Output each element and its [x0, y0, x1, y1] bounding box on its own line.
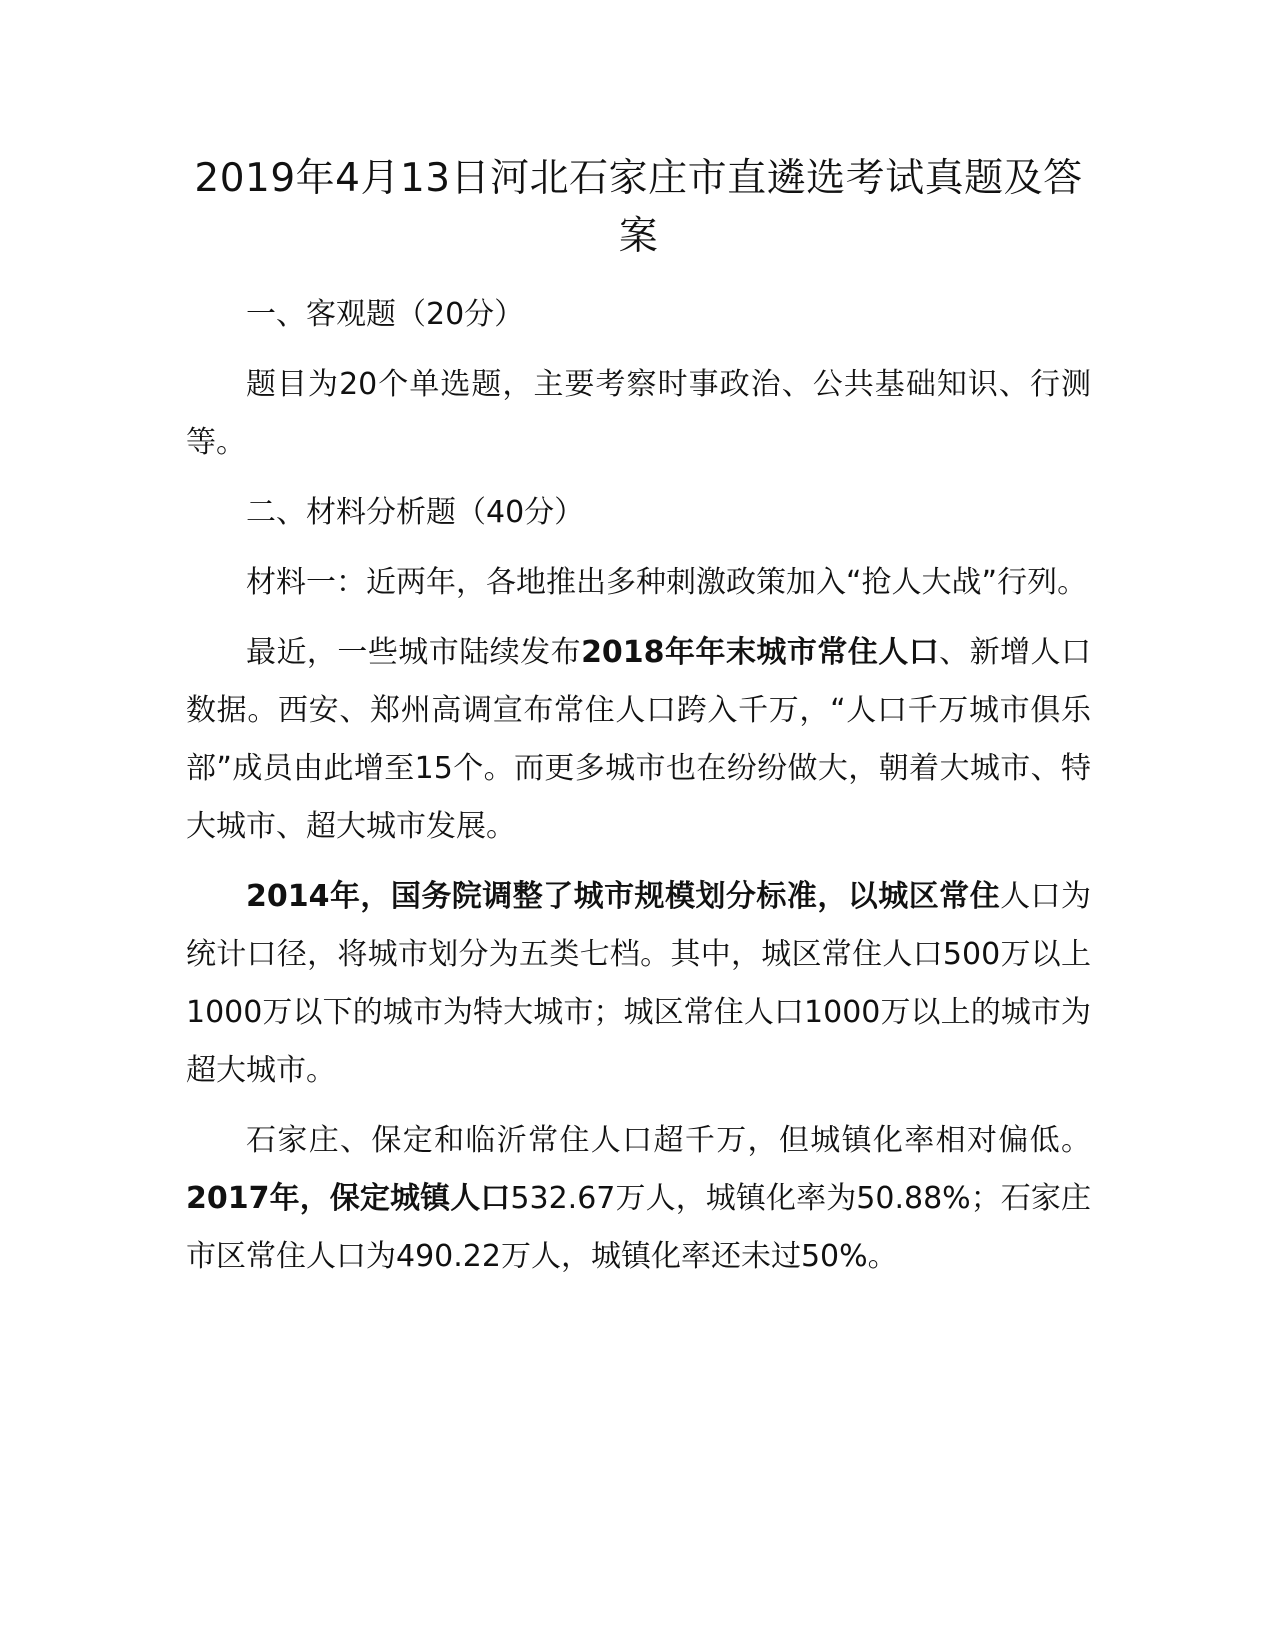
document-title: 2019年4月13日河北石家庄市直遴选考试真题及答案 [194, 156, 1083, 259]
population-data-paragraph [186, 624, 1091, 856]
urbanization-rate-text-2: 532.67万人，城镇化率为50.88%；石家庄市区常住人口为490.22万人，城镇化率还未过50%。 [186, 1181, 1091, 1274]
population-data-bold-text: 2018年年末城市常住人口 [581, 635, 940, 670]
material-one-paragraph: 材料一：近两年，各地推出多种刺激政策加入“抢人大战”行列。 [246, 565, 1088, 600]
city-scale-standard-text: 人口为统计口径，将城市划分为五类七档。其中，城区常住人口500万以上1000万以下的城市为特大城市；城区常住人口1000万以上的城市为超大城市。 [186, 879, 1091, 1088]
urbanization-rate-bold-text: 2017年，保定城镇人口 [186, 1181, 511, 1216]
objective-description: 题目为20个单选题，主要考察时事政治、公共基础知识、行测等。 [186, 367, 1091, 460]
urbanization-rate-paragraph [186, 1112, 1091, 1286]
document-page [186, 150, 1091, 1298]
section-heading-material-analysis: 二、材料分析题（40分） [246, 495, 585, 530]
population-data-text-2: 、新增人口数据。西安、郑州高调宣布常住人口跨入千万，“人口千万城市俱乐部”成员由此增至15个。而更多城市也在纷纷做大，朝着大城市、特大城市、超大城市发展。 [186, 635, 1092, 844]
population-data-text-1: 最近，一些城市陆续发布 [246, 635, 582, 670]
city-scale-standard-bold-text: 2014年，国务院调整了城市规模划分标准，以城区常住 [246, 879, 1001, 914]
city-scale-standard-paragraph [186, 868, 1091, 1100]
urbanization-rate-text-1: 石家庄、保定和临沂常住人口超千万，但城镇化率相对偏低。 [246, 1123, 1091, 1158]
section-heading-objective: 一、客观题（20分） [246, 297, 525, 332]
